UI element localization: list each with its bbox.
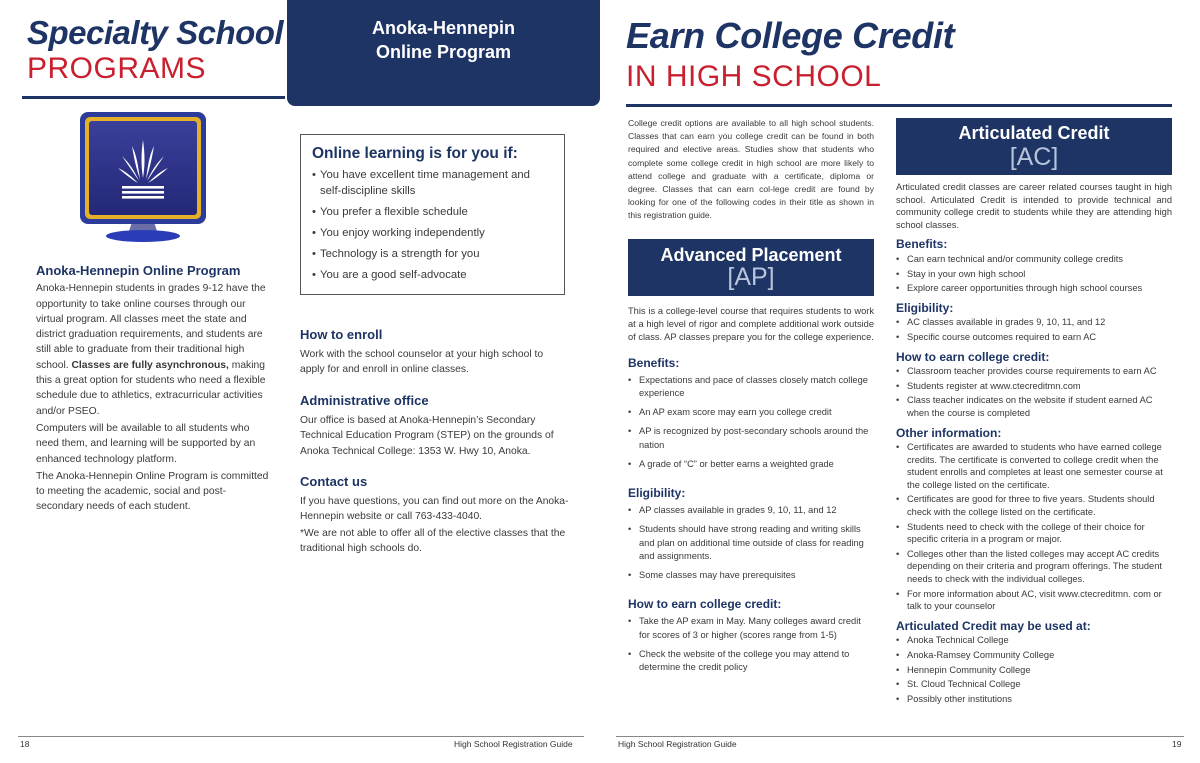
list-item: • Possibly other institutions (896, 693, 1172, 706)
contact-us-section (300, 474, 570, 558)
list-item: • Specific course outcomes required to earn AC (896, 331, 1172, 344)
administrative-office-text: Our office is based at Anoka-Hennepin’s Secondary Technical Education Program (STEP) on the grounds of Anoka Technical College: 1353 W. Hwy 10, Anoka. (300, 414, 554, 457)
list-item: • St. Cloud Technical College (896, 678, 1172, 691)
list-item: • Students register at www.ctecreditmn.com (896, 380, 1172, 393)
advanced-placement-section (628, 305, 874, 680)
list-item: • Hennepin Community College (896, 664, 1172, 677)
ap-earn-credit-list (628, 615, 874, 674)
online-program-heading: Anoka-Hennepin Online Program (36, 263, 241, 278)
computer-monitor-logo-icon (78, 110, 208, 250)
ac-banner-title: Articulated Credit (958, 123, 1110, 143)
list-item: • AP classes available in grades 9, 10, 11, and 12 (628, 504, 874, 517)
ap-banner-title: Advanced Placement (660, 245, 842, 265)
ac-description: Articulated credit classes are career related courses taught in high school. Articulated Credit is intended to provide technical and community college credit to students while they are attending high school classes. (896, 182, 1172, 230)
ac-used-at-heading: Articulated Credit may be used at: (896, 618, 1091, 633)
ac-earn-credit-list (896, 365, 1172, 419)
list-item: • Stay in your own high school (896, 268, 1172, 281)
articulated-credit-section (896, 181, 1172, 707)
contact-us-heading: Contact us (300, 474, 368, 489)
right-title-rule (626, 104, 1172, 107)
right-footer-rule (616, 736, 1184, 737)
online-learning-heading: Online learning is for you if: (312, 145, 518, 162)
ap-description: This is a college-level course that requires students to work at a high level of rigor and complete additional work outside of class. AP classes prepare you for the college experience. (628, 306, 874, 343)
list-item: • For more information about AC, visit www.ctecreditmn. com or talk to your counselor (896, 588, 1172, 613)
online-learning-box (300, 134, 565, 295)
list-item: • You have excellent time management and self-discipline skills (312, 167, 554, 199)
list-item: • Can earn technical and/or community college credits (896, 253, 1172, 266)
list-item: • Some classes may have prerequisites (628, 569, 874, 582)
ap-earn-credit-heading: How to earn college credit: (628, 597, 782, 612)
list-item: • Class teacher indicates on the website if student earned AC when the course is completed (896, 394, 1172, 419)
list-item: • Students need to check with the college of their choice for specific criteria in a program or major. (896, 521, 1172, 546)
how-to-enroll-heading: How to enroll (300, 327, 383, 342)
left-footer-title: High School Registration Guide (454, 739, 573, 749)
online-program-tab (287, 0, 600, 106)
ap-benefits-heading: Benefits: (628, 355, 680, 370)
how-to-enroll-section (300, 327, 570, 379)
advanced-placement-banner (628, 239, 874, 296)
list-item: • Colleges other than the listed colleges may accept AC credits depending on their criteria and program offerings. The student needs to check with the individual colleges. (896, 548, 1172, 586)
list-item: • Certificates are good for three to five years. Students should check with the college listed on the certificate. (896, 493, 1172, 518)
computers-paragraph: Computers will be available to all students who need them, and learning will be supported by an enhanced technology platform. (36, 422, 256, 465)
left-page-number: 18 (20, 739, 30, 749)
right-page-title: Earn College Credit (626, 15, 955, 56)
administrative-office-section (300, 393, 570, 460)
list-item: • A grade of “C” or better earns a weighted grade (628, 458, 874, 471)
left-page-subtitle: PROGRAMS (27, 52, 207, 85)
ac-benefits-heading: Benefits: (896, 237, 948, 252)
tab-title-line1: Anoka-Hennepin (371, 18, 515, 38)
list-item: • AP is recognized by post-secondary schools around the nation (628, 425, 874, 451)
left-title-rule (22, 96, 285, 99)
list-item: • An AP exam score may earn you college credit (628, 406, 874, 419)
elective-note: *We are not able to offer all of the elective classes that the traditional high schools do. (300, 527, 566, 554)
list-item: • Anoka Technical College (896, 634, 1172, 647)
ac-banner-code: [AC] (1009, 143, 1059, 171)
ac-used-at-list (896, 634, 1172, 705)
ap-eligibility-heading: Eligibility: (628, 486, 686, 501)
ap-eligibility-list (628, 504, 874, 582)
list-item: • You are a good self-advocate (312, 267, 554, 283)
list-item: • Students should have strong reading and writing skills and plan on additional time outside of class for reading and assignments. (628, 523, 874, 563)
ac-eligibility-list (896, 316, 1172, 343)
college-credit-intro: College credit options are available to all high school students. Classes that can earn you college credit can be found in both required and elective areas. Studies show that students who complete some college credit in high school are more likely to attend college and graduate with a certificate, diploma or degree. Classes that can earn col-lege credit are found by looking for one of the following codes in their title as shown in this registration guide. (628, 118, 874, 221)
list-item: • You enjoy working independently (312, 225, 554, 241)
ac-other-info-heading: Other information: (896, 425, 1002, 440)
right-footer-title: High School Registration Guide (618, 739, 737, 749)
how-to-enroll-text: Work with the school counselor at your high school to apply for and enroll in online classes. (300, 348, 544, 375)
right-page-number: 19 (1172, 739, 1182, 749)
list-item: • Certificates are awarded to students who have earned college credits. The certificate is converted to college credit when the student enrolls and completes at least one semester course at the college listed on the certificate. (896, 441, 1172, 491)
tab-title-line2: Online Program (375, 42, 512, 62)
list-item: • Take the AP exam in May. Many colleges award credit for scores of 3 or higher (scores range from 1-5) (628, 615, 874, 641)
ac-eligibility-heading: Eligibility: (896, 300, 954, 315)
online-program-paragraph: Anoka-Hennepin students in grades 9-12 have the opportunity to take online courses through our virtual program. All classes meet the state and district graduation requirements, and students are still able to graduate from their traditional high school. Classes are fully asynchronous, making this a great option for students who need a flexible schedule due to athletics, extracurricular activities and/or PSEO. (36, 283, 266, 417)
ap-benefits-list (628, 374, 874, 471)
online-learning-list (312, 167, 554, 283)
list-item: • You prefer a flexible schedule (312, 204, 554, 220)
articulated-credit-banner (896, 118, 1172, 175)
online-program-section (36, 263, 270, 517)
ap-banner-code: [AP] (727, 263, 775, 291)
list-item: • Anoka-Ramsey Community College (896, 649, 1172, 662)
asynchronous-emphasis: Classes are fully asynchronous, (71, 359, 229, 371)
list-item: • Expectations and pace of classes closely match college experience (628, 374, 874, 400)
list-item: • Technology is a strength for you (312, 246, 554, 262)
right-page-subtitle: IN HIGH SCHOOL (626, 60, 882, 93)
ac-other-info-list (896, 441, 1172, 613)
administrative-office-heading: Administrative office (300, 393, 429, 408)
ac-benefits-list (896, 253, 1172, 295)
left-footer-rule (18, 736, 584, 737)
list-item: • Check the website of the college you may attend to determine the credit policy (628, 648, 874, 674)
left-page-title: Specialty School (27, 14, 284, 51)
ac-earn-credit-heading: How to earn college credit: (896, 349, 1050, 364)
contact-us-text: If you have questions, you can find out more on the Anoka-Hennepin website or call 763-433-4040. (300, 495, 569, 522)
list-item: • AC classes available in grades 9, 10, 11, and 12 (896, 316, 1172, 329)
list-item: • Classroom teacher provides course requirements to earn AC (896, 365, 1172, 378)
commitment-paragraph: The Anoka-Hennepin Online Program is committed to meeting the academic, social and post-secondary needs of each student. (36, 470, 269, 513)
list-item: • Explore career opportunities through high school courses (896, 282, 1172, 295)
